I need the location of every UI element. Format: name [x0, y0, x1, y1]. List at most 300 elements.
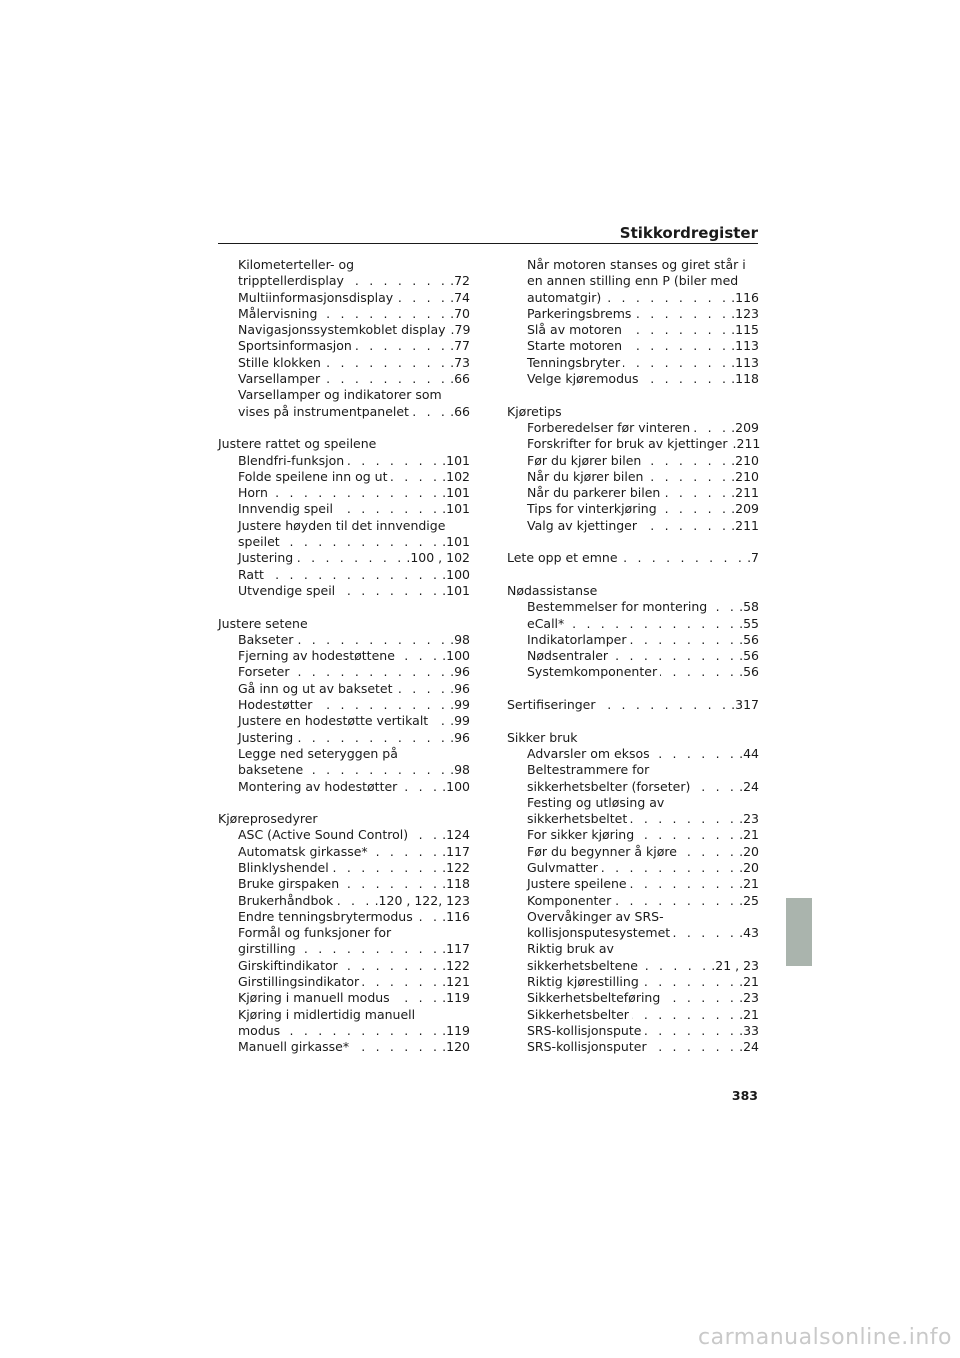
- dot-leader: [634, 306, 729, 322]
- index-column-left: [218, 257, 470, 1056]
- page-reference: .120: [442, 1039, 470, 1055]
- page-reference: .98: [450, 762, 470, 778]
- dot-leader: [396, 290, 448, 306]
- dot-leader: [315, 697, 448, 713]
- dot-leader: [673, 925, 737, 941]
- entry-text: Utvendige speil: [238, 582, 336, 598]
- dot-leader: [641, 958, 709, 974]
- index-subentry: Formål og funksjoner for: [238, 925, 392, 941]
- entry-text: SRS-kollisjonspute: [527, 1022, 642, 1038]
- page-reference: .56: [739, 664, 759, 680]
- index-subentry: [218, 681, 470, 697]
- page-reference: .100 , 102: [406, 550, 470, 566]
- index-subentry: [507, 958, 759, 974]
- index-subentry: [507, 420, 759, 436]
- index-subentry: [218, 501, 470, 517]
- entry-text: Stille klokken: [238, 354, 321, 370]
- index-subentry: [218, 338, 470, 354]
- page-reference: .70: [450, 305, 470, 321]
- index-subentry: [218, 893, 470, 909]
- page-reference: .73: [450, 354, 470, 370]
- page-reference: .317: [731, 697, 759, 713]
- dot-leader: [646, 469, 729, 485]
- index-subentry: [507, 860, 759, 876]
- dot-leader: [299, 941, 440, 957]
- entry-text: girstilling: [238, 941, 296, 957]
- index-subentry: [218, 779, 470, 795]
- page-reference: .101: [442, 485, 470, 501]
- entry-text: Før du begynner å kjøre: [527, 843, 677, 859]
- page-reference: .43: [739, 925, 759, 941]
- entry-text: tripptellerdisplay: [238, 273, 344, 289]
- index-subentry: [218, 1039, 470, 1055]
- dot-leader: [663, 485, 729, 501]
- page-reference: .99: [450, 713, 470, 729]
- dot-leader: [640, 518, 729, 534]
- dot-leader: [332, 860, 440, 876]
- index-subentry: Kilometerteller- og: [238, 257, 355, 272]
- entry-text: speilet: [238, 534, 280, 550]
- page-reference: .100: [442, 566, 470, 582]
- index-subentry: [218, 290, 470, 306]
- dot-leader: [653, 746, 737, 762]
- dot-leader: [604, 290, 729, 306]
- dot-leader: [296, 730, 448, 746]
- index-subentry: [507, 436, 759, 452]
- entry-text: sikkerhetsbelter (forseter): [527, 778, 691, 794]
- dot-leader: [599, 697, 730, 713]
- page-reference: .113: [731, 338, 759, 354]
- dot-leader: [625, 338, 729, 354]
- dot-leader: [296, 550, 404, 566]
- page-reference: .210: [731, 468, 759, 484]
- page-reference: .72: [450, 273, 470, 289]
- entry-text: Når du parkerer bilen: [527, 485, 661, 501]
- page-reference: .24: [739, 778, 759, 794]
- index-subentry: [218, 909, 470, 925]
- index-subentry: Justere høyden til det innvendige: [238, 517, 446, 533]
- dot-leader: [371, 844, 440, 860]
- page-reference: .209: [731, 501, 759, 517]
- dot-leader: [352, 1039, 440, 1055]
- index-subentry: [507, 322, 759, 338]
- entry-text: Hodestøtter: [238, 697, 313, 713]
- entry-text: Riktig kjørestilling: [527, 974, 639, 990]
- dot-leader: [320, 306, 448, 322]
- dot-leader: [660, 664, 737, 680]
- dot-leader: [324, 355, 448, 371]
- page-reference: .100: [442, 648, 470, 664]
- entry-text: automatgir): [527, 289, 602, 305]
- entry-text: baksetene: [238, 762, 304, 778]
- page-reference: .118: [731, 371, 759, 387]
- index-subentry: [507, 306, 759, 322]
- dot-leader: [623, 355, 729, 371]
- page-reference: .96: [450, 664, 470, 680]
- index-subentry: [218, 664, 470, 680]
- page-reference: .56: [739, 648, 759, 664]
- index-subentry: [507, 371, 759, 387]
- index-subentry: [218, 974, 470, 990]
- dot-leader: [393, 990, 440, 1006]
- index-subentry: [218, 941, 470, 957]
- index-subentry: [218, 485, 470, 501]
- index-subentry: [218, 876, 470, 892]
- dot-leader: [416, 909, 440, 925]
- page-reference: .21: [739, 1006, 759, 1022]
- page-reference: .21: [739, 974, 759, 990]
- dot-leader: [283, 534, 440, 550]
- index-entry: Kjøreprosedyrer: [218, 811, 318, 827]
- index-subentry: [507, 290, 759, 306]
- dot-leader: [271, 485, 440, 501]
- index-subentry: Riktig bruk av: [527, 941, 614, 957]
- index-subentry: [218, 1023, 470, 1039]
- index-subentry: [218, 860, 470, 876]
- index-subentry: [507, 1023, 759, 1039]
- index-subentry: [218, 827, 470, 843]
- entry-text: Når du kjører bilen: [527, 468, 644, 484]
- entry-text: Sportsinformasjon: [238, 338, 352, 354]
- page-reference: .120 , 122, 123: [374, 892, 470, 908]
- page-reference: .21 , 23: [711, 957, 759, 973]
- dot-leader: [323, 371, 448, 387]
- index-subentry: en annen stilling enn P (biler med: [527, 273, 739, 289]
- index-subentry: [218, 306, 470, 322]
- index-subentry: [218, 697, 470, 713]
- index-subentry: [507, 925, 759, 941]
- index-subentry: [507, 844, 759, 860]
- entry-text: Kjøring i manuell modus: [238, 990, 390, 1006]
- entry-text: Justere speilene: [527, 876, 627, 892]
- entry-text: vises på instrumentpanelet: [238, 403, 409, 419]
- page-reference: .116: [442, 908, 470, 924]
- entry-text: Bestemmelser for montering: [527, 599, 708, 615]
- index-subentry: [218, 534, 470, 550]
- dot-leader: [292, 664, 448, 680]
- entry-text: Lete opp et emne: [507, 550, 618, 566]
- dot-leader: [400, 779, 440, 795]
- index-subentry: [507, 485, 759, 501]
- entry-text: Sertifiseringer: [507, 697, 596, 713]
- index-subentry: [507, 811, 759, 827]
- dot-leader: [396, 681, 449, 697]
- entry-text: eCall*: [527, 615, 565, 631]
- entry-text: Folde speilene inn og ut: [238, 468, 388, 484]
- page-reference: .101: [442, 582, 470, 598]
- entry-text: Tenningsbryter: [527, 354, 621, 370]
- dot-leader: [621, 550, 746, 566]
- page-header-title: Stikkordregister: [619, 224, 758, 242]
- page-reference: .99: [450, 697, 470, 713]
- entry-text: Gå inn og ut av baksetet: [238, 680, 393, 696]
- dot-leader: [680, 844, 737, 860]
- dot-leader: [362, 974, 440, 990]
- page-reference: .115: [731, 322, 759, 338]
- index-subentry: Overvåkinger av SRS-: [527, 908, 664, 924]
- entry-text: Parkeringsbrems: [527, 305, 632, 321]
- entry-text: SRS-kollisjonsputer: [527, 1039, 647, 1055]
- page-reference: .122: [442, 859, 470, 875]
- entry-text: Starte motoren: [527, 338, 623, 354]
- index-subentry: Festing og utløsing av: [527, 794, 665, 810]
- entry-text: Bruke girspaken: [238, 876, 340, 892]
- entry-text: Justere en hodestøtte vertikalt: [238, 713, 429, 729]
- entry-text: modus: [238, 1022, 281, 1038]
- dot-leader: [693, 420, 729, 436]
- index-subentry: [507, 664, 759, 680]
- page-reference: .101: [442, 501, 470, 517]
- index-subentry: [507, 974, 759, 990]
- index-subentry: [507, 518, 759, 534]
- entry-spacer: [507, 387, 759, 403]
- dot-leader: [411, 827, 440, 843]
- dot-leader: [637, 827, 737, 843]
- dot-leader: [567, 616, 737, 632]
- entry-text: Manuell girkasse*: [238, 1039, 350, 1055]
- page-reference: .211: [732, 436, 761, 452]
- entry-text: Blendfri-funksjon: [238, 452, 345, 468]
- page-reference: .211: [731, 485, 759, 501]
- index-subentry: [218, 632, 470, 648]
- index-subentry: [507, 632, 759, 648]
- page-reference: .20: [739, 859, 759, 875]
- index-column-right: [507, 257, 759, 1056]
- index-subentry: [218, 404, 470, 420]
- index-subentry: [507, 876, 759, 892]
- entry-text: Systemkomponenter: [527, 664, 658, 680]
- entry-text: Tips for vinterkjøring: [527, 501, 657, 517]
- dot-leader: [431, 713, 448, 729]
- index-subentry: [218, 322, 470, 338]
- index-subentry: [218, 273, 470, 289]
- index-entry: Nødassistanse: [507, 582, 598, 598]
- entry-text: Forberedelser før vinteren: [527, 419, 691, 435]
- entry-text: Varsellamper: [238, 371, 321, 387]
- page-reference: .117: [442, 941, 470, 957]
- page-reference: .7: [747, 550, 759, 566]
- entry-text: Horn: [238, 485, 268, 501]
- entry-text: Målervisning: [238, 305, 318, 321]
- entry-text: Bakseter: [238, 631, 294, 647]
- dot-leader: [412, 404, 448, 420]
- page-reference: .101: [442, 534, 470, 550]
- dot-leader: [338, 583, 440, 599]
- index-subentry: [507, 1039, 759, 1055]
- page-reference: .25: [739, 892, 759, 908]
- page-reference: .119: [442, 1022, 470, 1038]
- entry-spacer: [507, 713, 759, 729]
- entry-text: Velge kjøremodus: [527, 371, 639, 387]
- dot-leader: [306, 762, 448, 778]
- index-subentry: [507, 453, 759, 469]
- page-reference: .21: [739, 827, 759, 843]
- dot-leader: [644, 453, 729, 469]
- entry-spacer: [507, 534, 759, 550]
- entry-text: Slå av motoren: [527, 322, 622, 338]
- entry-text: Forseter: [238, 664, 290, 680]
- index-entry: Justere setene: [218, 615, 308, 631]
- watermark: carmanualsonline.info: [698, 1325, 952, 1350]
- page-reference: .79: [450, 322, 471, 338]
- index-subentry: Når motoren stanses og giret står i: [527, 257, 746, 272]
- entry-text: Girstillingsindikator: [238, 974, 360, 990]
- page-reference: .211: [731, 517, 759, 533]
- page-reference: .56: [739, 631, 759, 647]
- page-reference: .96: [450, 729, 470, 745]
- page-reference: .66: [450, 403, 470, 419]
- entry-text: Valg av kjettinger: [527, 517, 638, 533]
- index-subentry: [218, 648, 470, 664]
- page-reference: .23: [739, 990, 759, 1006]
- page-reference: .119: [442, 990, 470, 1006]
- index-subentry: Varsellamper og indikatorer som: [238, 387, 442, 403]
- entry-spacer: [218, 795, 470, 811]
- dot-leader: [630, 876, 737, 892]
- entry-text: Indikatorlamper: [527, 631, 627, 647]
- dot-leader: [663, 990, 737, 1006]
- dot-leader: [660, 501, 729, 517]
- entry-text: ASC (Active Sound Control): [238, 827, 409, 843]
- index-subentry: [218, 355, 470, 371]
- page-reference: .121: [442, 974, 470, 990]
- page-reference: .20: [739, 843, 759, 859]
- page-reference: .98: [450, 631, 470, 647]
- header-divider: [218, 243, 758, 244]
- index-subentry: [218, 730, 470, 746]
- page-reference: .74: [450, 289, 470, 305]
- index-subentry: [507, 648, 759, 664]
- page-reference: .210: [731, 452, 759, 468]
- index-subentry: [218, 583, 470, 599]
- index-subentry: [218, 550, 470, 566]
- index-subentry: [218, 844, 470, 860]
- entry-text: Fjerning av hodestøttene: [238, 648, 395, 664]
- dot-leader: [341, 958, 440, 974]
- dot-leader: [336, 501, 440, 517]
- dot-leader: [601, 860, 737, 876]
- dot-leader: [629, 632, 737, 648]
- index-subentry: [507, 893, 759, 909]
- page-reference: .209: [731, 419, 759, 435]
- entry-spacer: [507, 681, 759, 697]
- entry-text: Brukerhåndbok: [238, 892, 334, 908]
- index-subentry: [507, 827, 759, 843]
- index-subentry: [507, 355, 759, 371]
- dot-leader: [625, 322, 729, 338]
- page-reference: .24: [739, 1039, 759, 1055]
- dot-leader: [347, 453, 440, 469]
- page-reference: .116: [731, 289, 759, 305]
- index-entry: Justere rattet og speilene: [218, 436, 377, 452]
- index-entry: Sikker bruk: [507, 729, 578, 745]
- dot-leader: [710, 599, 737, 615]
- index-subentry: [507, 746, 759, 762]
- entry-text: Før du kjører bilen: [527, 452, 642, 468]
- dot-leader: [644, 1023, 737, 1039]
- dot-leader: [693, 779, 737, 795]
- entry-text: Justering: [238, 729, 294, 745]
- index-subentry: [507, 469, 759, 485]
- page-reference: .44: [739, 745, 759, 761]
- entry-text: sikkerhetsbeltene: [527, 957, 638, 973]
- dot-leader: [391, 469, 441, 485]
- dot-leader: [614, 893, 737, 909]
- dot-leader: [342, 876, 440, 892]
- entry-text: Endre tenningsbrytermodus: [238, 908, 413, 924]
- index-subentry: Kjøring i midlertidig manuell: [238, 1006, 416, 1022]
- page-reference: .100: [442, 778, 470, 794]
- dot-leader: [632, 1007, 737, 1023]
- page-reference: .117: [442, 843, 470, 859]
- entry-text: kollisjonsputesystemet: [527, 925, 671, 941]
- entry-spacer: [218, 599, 470, 615]
- page-reference: .77: [450, 338, 470, 354]
- dot-leader: [650, 1039, 738, 1055]
- index-subentry: [218, 958, 470, 974]
- index-subentry: [507, 338, 759, 354]
- dot-leader: [347, 273, 448, 289]
- page-reference: .96: [450, 680, 470, 696]
- page-reference: .58: [739, 599, 759, 615]
- entry-text: Innvendig speil: [238, 501, 333, 517]
- index-subentry: [507, 599, 759, 615]
- entry-spacer: [218, 420, 470, 436]
- dot-leader: [641, 371, 729, 387]
- index-subentry: [507, 779, 759, 795]
- entry-text: Nødsentraler: [527, 648, 609, 664]
- entry-text: sikkerhetsbeltet: [527, 811, 628, 827]
- entry-text: Multiinformasjonsdisplay: [238, 289, 394, 305]
- entry-text: Forskrifter for bruk av kjettinger: [527, 436, 728, 452]
- page-reference: .23: [739, 811, 759, 827]
- index-subentry: [507, 616, 759, 632]
- page-reference: .101: [442, 452, 470, 468]
- entry-text: Montering av hodestøtter: [238, 778, 398, 794]
- page-reference: .124: [442, 827, 470, 843]
- entry-text: Ratt: [238, 566, 264, 582]
- index-subentry: [218, 990, 470, 1006]
- entry-text: Girskiftindikator: [238, 957, 338, 973]
- index-subentry: [218, 567, 470, 583]
- index-subentry: Legge ned seteryggen på: [238, 745, 398, 761]
- index-subentry: [218, 371, 470, 387]
- entry-text: For sikker kjøring: [527, 827, 635, 843]
- page-reference: .118: [442, 876, 470, 892]
- index-subentry: [507, 501, 759, 517]
- entry-text: Navigasjonssystemkoblet display: [238, 322, 446, 338]
- page-reference: .113: [731, 354, 759, 370]
- index-subentry: [218, 469, 470, 485]
- page-number: 383: [731, 1088, 758, 1103]
- entry-text: Sikkerhetsbelteføring: [527, 990, 661, 1006]
- dot-leader: [642, 974, 737, 990]
- page-reference: .21: [739, 876, 759, 892]
- entry-text: Gulvmatter: [527, 859, 598, 875]
- dot-leader: [355, 338, 448, 354]
- entry-text: Automatsk girkasse*: [238, 843, 368, 859]
- entry-text: Komponenter: [527, 892, 612, 908]
- dot-leader: [283, 1023, 440, 1039]
- page-reference: .122: [442, 957, 470, 973]
- dot-leader: [398, 648, 440, 664]
- index-subentry: Beltestrammere for: [527, 762, 650, 778]
- dot-leader: [630, 811, 737, 827]
- index-subentry: [507, 1007, 759, 1023]
- entry-text: Blinklyshendel: [238, 859, 329, 875]
- index-subentry: [218, 762, 470, 778]
- index-subentry: [507, 990, 759, 1006]
